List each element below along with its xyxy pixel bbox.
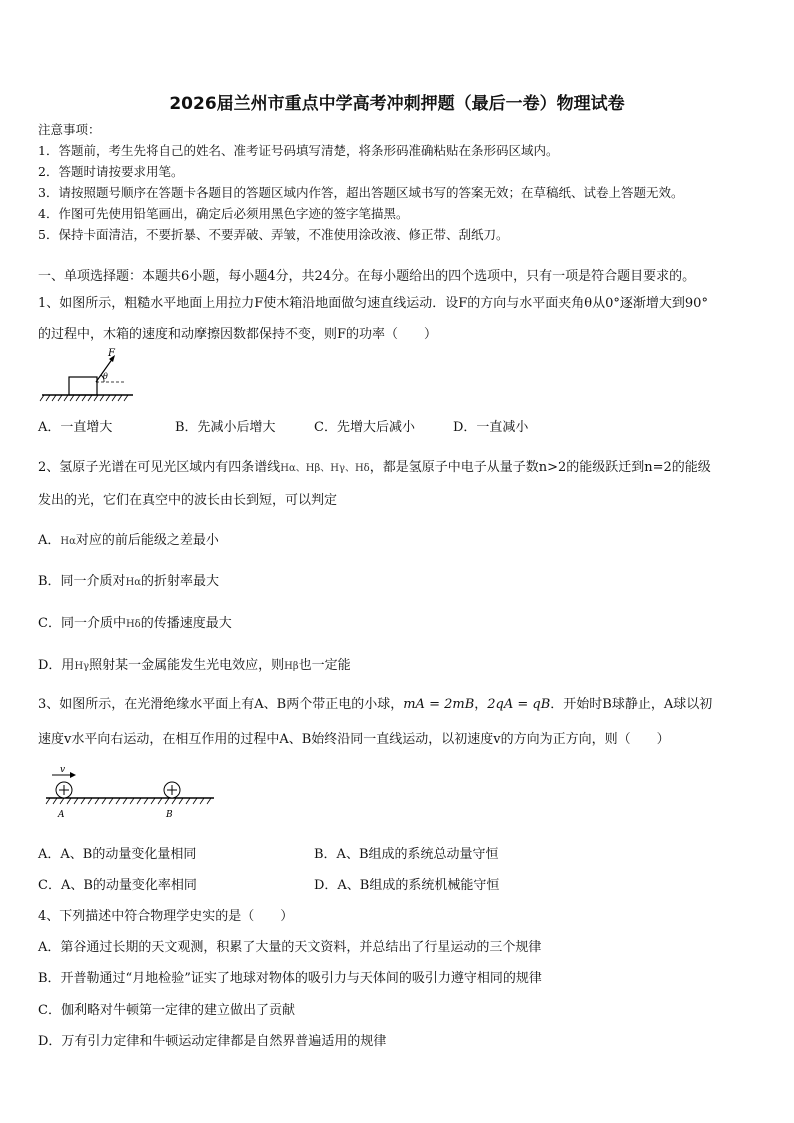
q2-option-d: D．用Hγ照射某一金属能发生光电效应，则Hβ也一定能 (38, 658, 351, 673)
q4-option-d: D．万有引力定律和牛顿运动定律都是自然界普遍适用的规律 (38, 1034, 387, 1049)
q1-option-c: C．先增大后减小 (314, 420, 415, 435)
notice-heading: 注意事项： (38, 122, 101, 137)
q4-option-a: A．第谷通过长期的天文观测，积累了大量的天文资料，并总结出了行星运动的三个规律 (38, 940, 542, 955)
q2-option-c: C．同一介质中Hδ的传播速度最大 (38, 616, 232, 631)
q3-option-d: D．A、B组成的系统机械能守恒 (314, 878, 500, 893)
q1-figure-force-label: F (108, 348, 115, 359)
q1-figure (38, 346, 138, 406)
q3-option-b: B．A、B组成的系统总动量守恒 (314, 847, 499, 862)
q1-option-d: D．一直减小 (453, 420, 529, 435)
q1-stem-line2: 的过程中，木箱的速度和动摩擦因数都保持不变，则F的功率（ ） (38, 327, 438, 342)
q3-option-c: C．A、B的动量变化率相同 (38, 878, 197, 893)
notice-item: 5．保持卡面清洁，不要折暴、不要弄破、弄皱，不准使用涂改液、修正带、刮纸刀。 (38, 227, 509, 242)
q2-stem-line1: 2、氢原子光谱在可见光区域内有四条谱线Hα、Hβ、Hγ、Hδ，都是氢原子中电子从量子数n>2的能级跃迁到n=2的能级 (38, 460, 711, 475)
q3-formula-charge: 2qA = qB (487, 697, 551, 712)
q4-option-b: B．开普勒通过“月地检验”证实了地球对物体的吸引力与天体间的吸引力遵守相同的规律 (38, 971, 542, 986)
q4-option-c: C．伽利略对牛顿第一定律的建立做出了贡献 (38, 1003, 295, 1018)
q1-option-b: B．先减小后增大 (175, 420, 276, 435)
q3-figure-ball-a-label: A (58, 810, 65, 820)
notice-item: 3．请按照题号顺序在答题卡各题目的答题区域内作答，超出答题区域书写的答案无效；在草稿纸、试卷上答题无效。 (38, 185, 684, 200)
q2-stem-line2: 发出的光，它们在真空中的波长由长到短，可以判定 (38, 493, 338, 508)
q2-option-a: A．Hα对应的前后能级之差最小 (38, 533, 219, 548)
q3-stem-line2: 速度v水平向右运动，在相互作用的过程中A、B始终沿同一直线运动，以初速度v的方向为正方向，则（ ） (38, 732, 670, 747)
q3-figure-velocity-label: v (60, 765, 66, 775)
q2-spectral-lines: Hα、Hβ、Hγ、Hδ (280, 463, 370, 474)
q1-option-a: A．一直增大 (38, 420, 113, 435)
q2-option-b: B．同一介质对Hα的折射率最大 (38, 574, 220, 589)
q4-stem: 4、下列描述中符合物理学史实的是（ ） (38, 909, 294, 924)
q3-figure (38, 762, 218, 822)
notice-item: 1．答题前，考生先将自己的姓名、准考证号码填写清楚，将条形码准确粘贴在条形码区域内。 (38, 143, 559, 158)
q3-formula-mass: mA = 2mB (403, 697, 475, 712)
section-heading: 一、单项选择题：本题共6小题，每小题4分，共24分。在每小题给出的四个选项中，只有一项是符合题目要求的。 (38, 269, 696, 284)
notice-item: 2．答题时请按要求用笔。 (38, 164, 184, 179)
q1-stem-line1: 1、如图所示，粗糙水平地面上用拉力F使木箱沿地面做匀速直线运动．设F的方向与水平面夹角θ从0°逐渐增大到90° (38, 296, 708, 311)
q3-figure-ball-b-label: B (166, 810, 173, 820)
q3-stem-line1: 3、如图所示，在光滑绝缘水平面上有A、B两个带正电的小球，mA = 2mB，2qA = qB．开始时B球静止，A球以初 (38, 697, 713, 712)
q1-figure-angle-label: θ (103, 372, 108, 381)
page-title: 2026届兰州市重点中学高考冲刺押题（最后一卷）物理试卷 (169, 94, 625, 114)
notice-item: 4．作图可先使用铅笔画出，确定后必须用黑色字迹的签字笔描黑。 (38, 206, 409, 221)
q3-option-a: A．A、B的动量变化量相同 (38, 847, 197, 862)
